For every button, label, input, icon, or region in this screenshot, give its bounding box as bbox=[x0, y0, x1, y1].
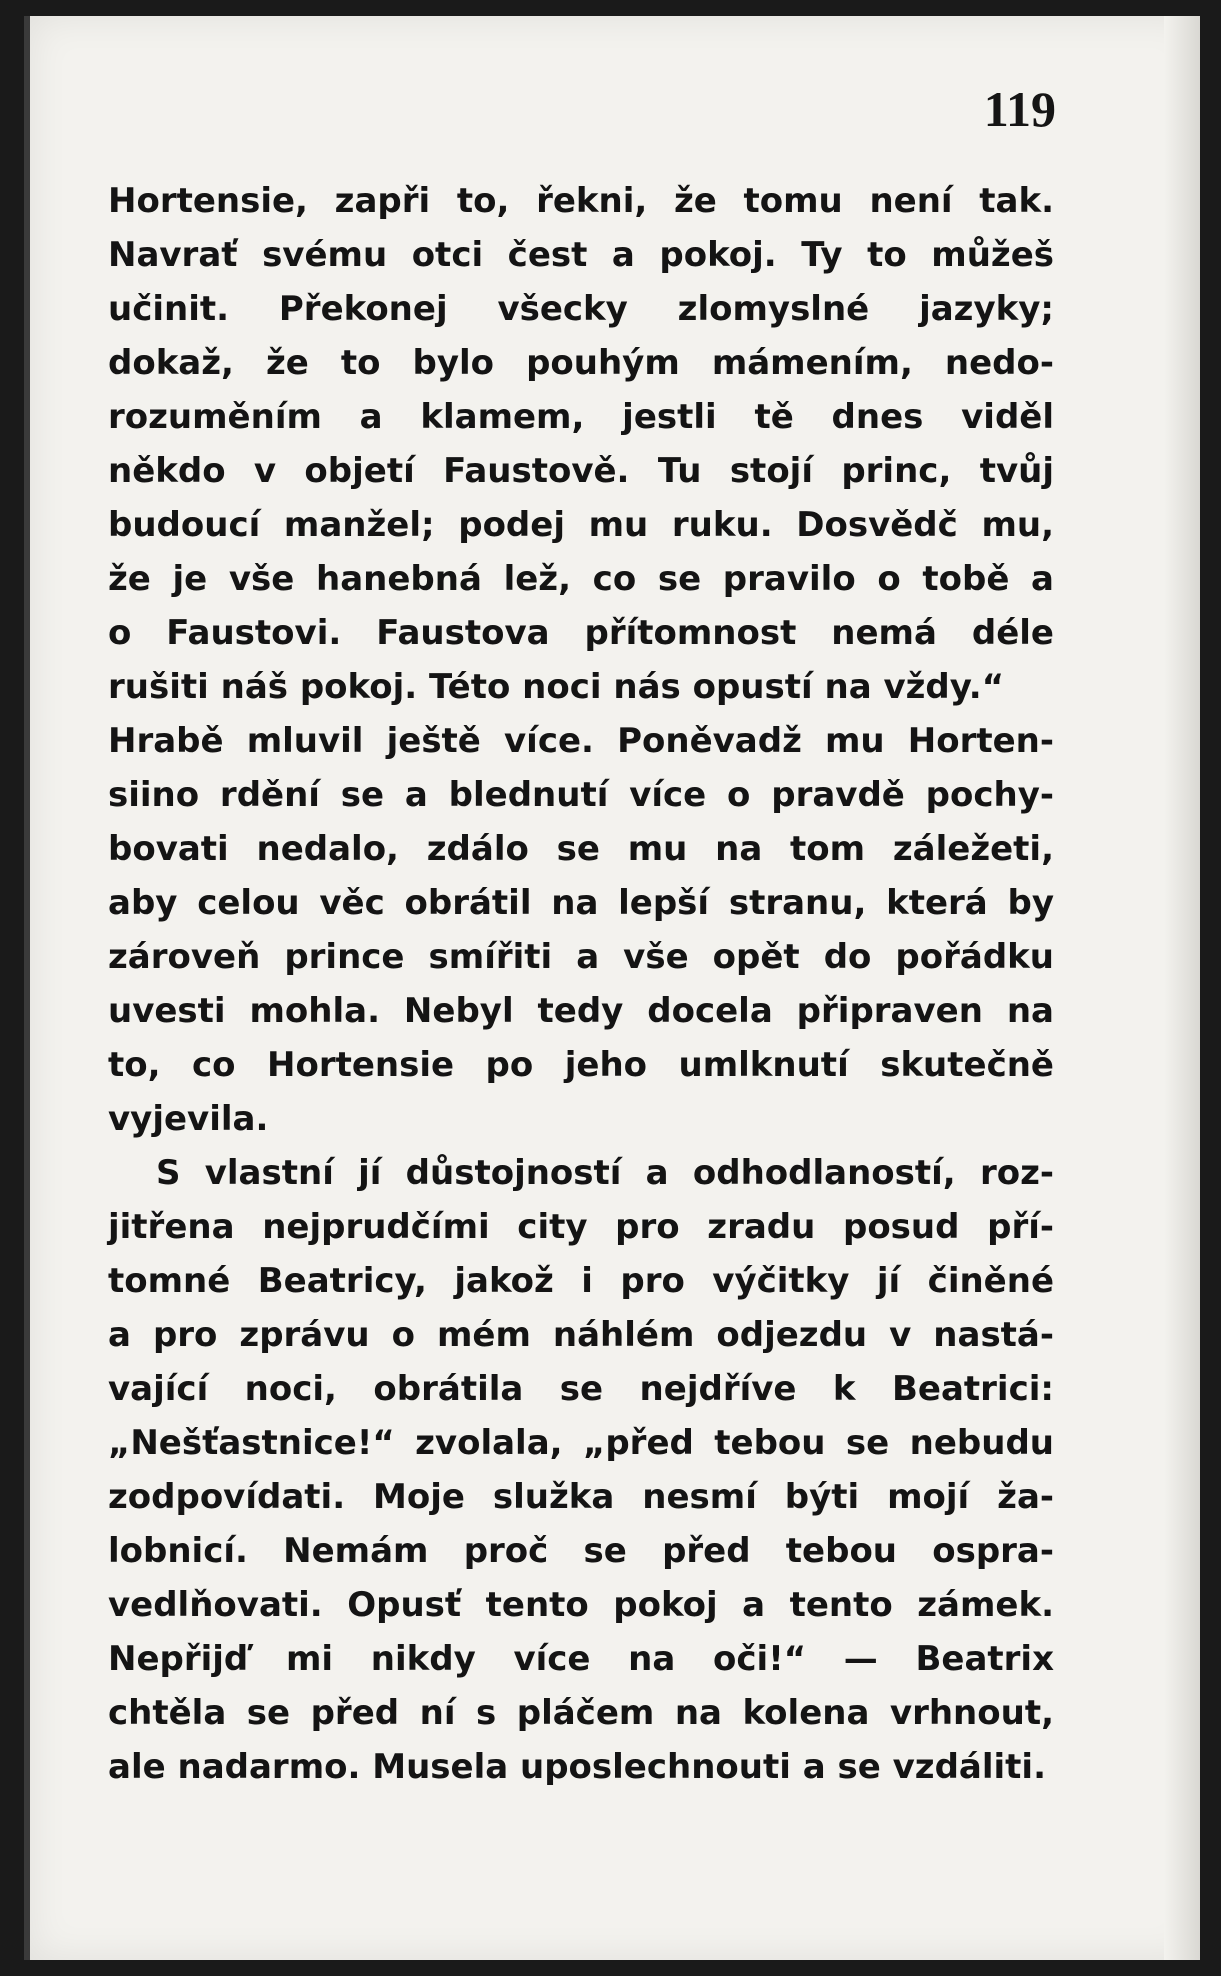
text-line: dokaž, že to bylo pouhým mámením, nedo- bbox=[108, 343, 1054, 383]
text-line: Hrabě mluvil ještě více. Poněvadž mu Horten- bbox=[108, 721, 1054, 761]
body-text bbox=[108, 174, 1054, 1794]
text-line: učinit. Překonej všecky zlomyslné jazyky; bbox=[108, 289, 1054, 329]
text-line: Navrať svému otci čest a pokoj. Ty to můžeš bbox=[108, 235, 1054, 275]
text-line: že je vše hanebná lež, co se pravilo o tobě a bbox=[108, 559, 1054, 599]
text-line: zároveň prince smířiti a vše opět do pořádku bbox=[108, 937, 1054, 977]
text-line: vající noci, obrátila se nejdříve k Beatrici: bbox=[108, 1369, 1054, 1409]
text-line: zodpovídati. Moje služka nesmí býti mojí ža- bbox=[108, 1477, 1054, 1517]
text-line: někdo v objetí Faustově. Tu stojí princ, tvůj bbox=[108, 451, 1054, 491]
book-page bbox=[24, 16, 1200, 1960]
text-line: siino rdění se a blednutí více o pravdě pochy- bbox=[108, 775, 1054, 815]
text-line: rušiti náš pokoj. Této noci nás opustí na vždy.“ bbox=[108, 667, 1005, 707]
text-line: vyjevila. bbox=[108, 1099, 269, 1139]
text-line: vedlňovati. Opusť tento pokoj a tento zámek. bbox=[108, 1585, 1054, 1625]
page-number: 119 bbox=[983, 81, 1056, 137]
text-line: o Faustovi. Faustova přítomnost nemá déle bbox=[108, 613, 1054, 653]
text-line: ale nadarmo. Musela uposlechnouti a se vzdáliti. bbox=[108, 1747, 1047, 1787]
text-line: jitřena nejprudčími city pro zradu posud pří- bbox=[108, 1207, 1054, 1247]
text-line: rozuměním a klamem, jestli tě dnes viděl bbox=[108, 397, 1054, 437]
text-line: aby celou věc obrátil na lepší stranu, která by bbox=[108, 883, 1054, 923]
text-line: tomné Beatricy, jakož i pro výčitky jí činěné bbox=[108, 1261, 1054, 1301]
text-line: to, co Hortensie po jeho umlknutí skutečně bbox=[108, 1045, 1054, 1085]
text-line: a pro zprávu o mém náhlém odjezdu v nastá- bbox=[108, 1315, 1054, 1355]
text-line: Hortensie, zapři to, řekni, že tomu není tak. bbox=[108, 181, 1054, 221]
text-line: bovati nedalo, zdálo se mu na tom záležeti, bbox=[108, 829, 1054, 869]
text-line: S vlastní jí důstojností a odhodlaností, roz- bbox=[156, 1153, 1054, 1193]
text-line: „Nešťastnice!“ zvolala, „před tebou se nebudu bbox=[108, 1423, 1054, 1463]
page-edge-shadow bbox=[1164, 16, 1200, 1960]
text-line: Nepřijď mi nikdy více na oči!“ — Beatrix bbox=[108, 1639, 1054, 1679]
text-line: chtěla se před ní s pláčem na kolena vrhnout, bbox=[108, 1693, 1054, 1733]
text-line: budoucí manžel; podej mu ruku. Dosvědč mu, bbox=[108, 505, 1054, 545]
text-line: uvesti mohla. Nebyl tedy docela připraven na bbox=[108, 991, 1054, 1031]
text-line: lobnicí. Nemám proč se před tebou ospra- bbox=[108, 1531, 1054, 1571]
